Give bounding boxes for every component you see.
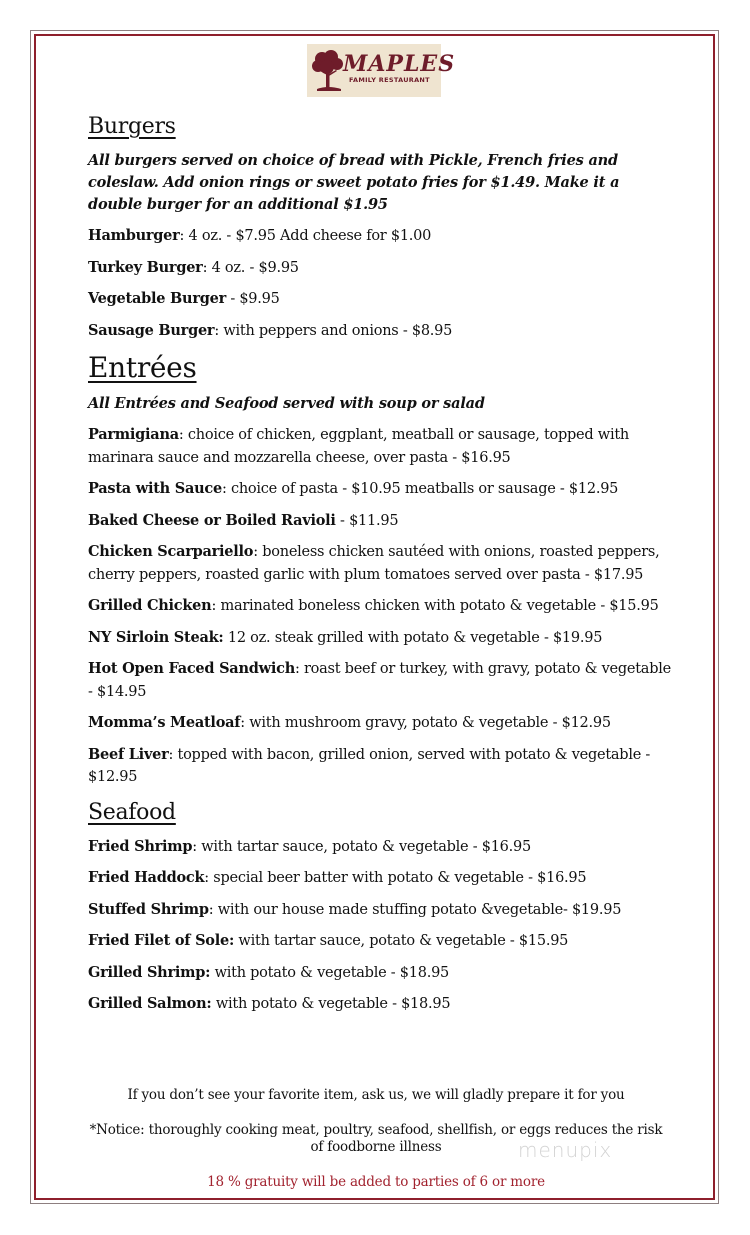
item-name: Baked Cheese or Boiled Ravioli xyxy=(88,511,336,529)
section-title-entrees: Entrées xyxy=(88,351,197,384)
item-name: Stuffed Shrimp xyxy=(88,900,209,918)
section-entrees xyxy=(88,351,678,789)
menu-item xyxy=(88,424,678,469)
menu-item xyxy=(88,962,678,985)
item-name: Pasta with Sauce xyxy=(88,480,222,497)
item-name: Turkey Burger xyxy=(88,258,203,276)
section-title-seafood: Seafood xyxy=(88,799,176,825)
menu-item xyxy=(88,478,678,501)
item-desc: : with tartar sauce, potato & vegetable - $16.95 xyxy=(192,838,531,855)
item-desc: - $11.95 xyxy=(335,512,399,529)
item-desc: : 4 oz. - $9.95 xyxy=(202,259,299,276)
menu-item xyxy=(88,867,678,890)
menu-item xyxy=(88,712,678,735)
item-desc: : choice of pasta - $10.95 meatballs or sausage - $12.95 xyxy=(221,481,619,497)
item-desc: : roast beef or turkey, with gravy, potato & vegetable - $14.95 xyxy=(88,661,671,700)
section-title-burgers: Burgers xyxy=(88,114,176,139)
tree-icon xyxy=(311,49,345,93)
item-name: Grilled Chicken xyxy=(88,597,212,614)
menu-item xyxy=(88,510,678,533)
favorite-item-note: If you don’t see your favorite item, ask us, we will gladly prepare it for you xyxy=(127,1087,625,1103)
item-desc: 12 oz. steak grilled with potato & vegetable - $19.95 xyxy=(223,629,603,646)
item-desc: : 4 oz. - $7.95 Add cheese for $1.00 xyxy=(179,228,432,244)
watermark: menupix xyxy=(518,1138,613,1162)
menu-item xyxy=(88,225,678,248)
item-desc: with tartar sauce, potato & vegetable - $15.95 xyxy=(234,933,569,949)
menu-item xyxy=(88,899,678,922)
logo-subtitle: FAMILY RESTAURANT xyxy=(349,76,430,84)
menu-item xyxy=(88,930,678,953)
item-name: NY Sirloin Steak: xyxy=(88,628,224,646)
section-burgers xyxy=(88,112,678,342)
item-name: Fried Filet of Sole: xyxy=(88,932,235,949)
item-desc: : with our house made stuffing potato &vegetable- $19.95 xyxy=(208,901,622,918)
item-desc: : choice of chicken, eggplant, meatball or sausage, topped with marinara sauce and mozzarella cheese, over pasta - $16.95 xyxy=(88,427,629,466)
gratuity-note: 18 % gratuity will be added to parties of 6 or more xyxy=(207,1174,545,1190)
item-name: Grilled Shrimp: xyxy=(88,963,211,981)
logo-name: MAPLES xyxy=(343,51,456,77)
menu-item xyxy=(88,836,678,859)
menu-item xyxy=(88,595,678,618)
menu-item xyxy=(88,744,678,789)
menu-item xyxy=(88,288,678,311)
item-name: Grilled Salmon: xyxy=(88,995,212,1012)
item-desc: : with peppers and onions - $8.95 xyxy=(214,322,453,339)
item-name: Hamburger xyxy=(88,227,180,244)
item-desc: : marinated boneless chicken with potato & vegetable - $15.95 xyxy=(211,598,659,614)
menu-item xyxy=(88,658,678,703)
item-desc: with potato & vegetable - $18.95 xyxy=(211,996,451,1012)
restaurant-logo xyxy=(307,44,456,97)
section-note-entrees: All Entrées and Seafood served with soup or salad xyxy=(88,395,485,412)
item-desc: : topped with bacon, grilled onion, served with potato & vegetable - $12.95 xyxy=(88,746,651,785)
item-name: Fried Haddock xyxy=(88,869,205,886)
item-name: Vegetable Burger xyxy=(88,290,226,307)
item-desc: : with mushroom gravy, potato & vegetable - $12.95 xyxy=(240,715,611,731)
item-name: Beef Liver xyxy=(88,745,169,763)
item-name: Chicken Scarpariello xyxy=(88,543,254,560)
menu-item xyxy=(88,257,678,280)
item-desc: with potato & vegetable - $18.95 xyxy=(210,964,450,981)
menu-item xyxy=(88,627,678,650)
item-name: Momma’s Meatloaf xyxy=(88,714,241,731)
menu-item xyxy=(88,993,678,1016)
item-desc: : special beer batter with potato & vegetable - $16.95 xyxy=(204,870,587,886)
item-name: Fried Shrimp xyxy=(88,837,193,855)
menu-content xyxy=(88,112,678,1025)
menu-item xyxy=(88,320,678,343)
item-name: Parmigiana xyxy=(88,426,179,443)
item-name: Hot Open Faced Sandwich xyxy=(88,660,295,677)
section-note-burgers: All burgers served on choice of bread with Pickle, French fries and coleslaw. Add onion rings or sweet potato fries for $1.49. Make it a double burger for an additional $1.95 xyxy=(88,152,620,213)
item-name: Sausage Burger xyxy=(88,321,215,339)
section-seafood xyxy=(88,798,678,1016)
item-desc: : boneless chicken sautéed with onions, roasted peppers, cherry peppers, roasted garlic with plum tomatoes served over pasta - $17.95 xyxy=(88,544,660,583)
food-safety-notice: *Notice: thoroughly cooking meat, poultry, seafood, shellfish, or eggs reduces the risk of foodborne illness xyxy=(89,1122,663,1155)
item-desc: - $9.95 xyxy=(225,291,280,307)
menu-item xyxy=(88,541,678,586)
